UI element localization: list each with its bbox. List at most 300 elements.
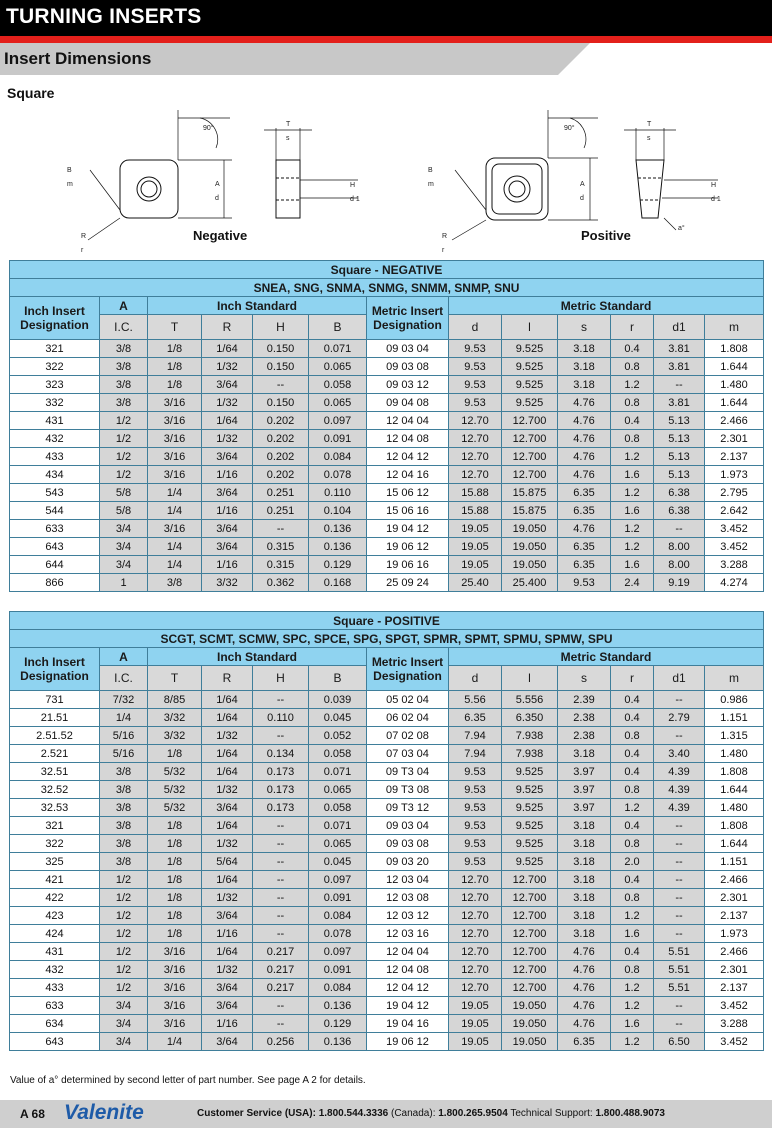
unit-H: H: [253, 666, 309, 691]
table-cell: 424: [10, 925, 100, 943]
table-cell: 0.251: [253, 484, 309, 502]
table-cell: 5/32: [148, 799, 202, 817]
table-cell: 2.79: [654, 709, 705, 727]
positive-table-subtitle: SCGT, SCMT, SCMW, SPC, SPCE, SPG, SPGT, SPMR, SPMT, SPMU, SPMW, SPU: [10, 630, 764, 648]
table-row: [10, 925, 764, 943]
table-cell: 19.050: [502, 1015, 558, 1033]
table-cell: 12.70: [449, 412, 502, 430]
table-cell: 0.217: [253, 979, 309, 997]
table-cell: 3.18: [558, 853, 611, 871]
table-cell: 1/16: [202, 466, 253, 484]
table-cell: 1.480: [705, 799, 764, 817]
table-cell: --: [654, 853, 705, 871]
table-cell: 1.2: [611, 448, 654, 466]
table-cell: 1.644: [705, 394, 764, 412]
table-cell: 3.452: [705, 997, 764, 1015]
table-cell: 2.466: [705, 412, 764, 430]
table-cell: 3.288: [705, 556, 764, 574]
table-cell: 432: [10, 430, 100, 448]
table-cell: 0.039: [309, 691, 367, 709]
unit-B: B: [309, 666, 367, 691]
table-cell: 0.8: [611, 889, 654, 907]
table-cell: 1/2: [100, 430, 148, 448]
table-cell: 1/64: [202, 412, 253, 430]
table-cell: 12 03 16: [367, 925, 449, 943]
service-label: Customer Service (USA):: [197, 1108, 316, 1119]
table-cell: 2.301: [705, 961, 764, 979]
table-cell: 0.045: [309, 709, 367, 727]
table-cell: 2.795: [705, 484, 764, 502]
table-cell: 3/64: [202, 376, 253, 394]
table-cell: 3.18: [558, 871, 611, 889]
table-cell: 1.2: [611, 979, 654, 997]
table-cell: 12.700: [502, 979, 558, 997]
table-row: [10, 502, 764, 520]
table-cell: 5/8: [100, 484, 148, 502]
table-cell: 5.51: [654, 979, 705, 997]
table-cell: 0.4: [611, 340, 654, 358]
table-cell: 25.400: [502, 574, 558, 592]
table-cell: 1/2: [100, 961, 148, 979]
table-cell: 12 04 04: [367, 943, 449, 961]
table-cell: 4.76: [558, 412, 611, 430]
table-cell: 3.81: [654, 340, 705, 358]
negative-table-title: Square - NEGATIVE: [10, 261, 764, 279]
table-cell: 4.76: [558, 430, 611, 448]
table-cell: 0.4: [611, 943, 654, 961]
table-cell: --: [654, 835, 705, 853]
table-cell: 12.700: [502, 412, 558, 430]
table-cell: 1/64: [202, 709, 253, 727]
table-cell: 0.045: [309, 853, 367, 871]
table-row: [10, 1015, 764, 1033]
table-cell: --: [253, 997, 309, 1015]
table-cell: 421: [10, 871, 100, 889]
neg-A-label: A: [215, 181, 220, 188]
table-cell: 3/8: [100, 799, 148, 817]
table-row: [10, 340, 764, 358]
table-cell: 19.050: [502, 520, 558, 538]
table-cell: 1/4: [148, 556, 202, 574]
table-cell: 3/4: [100, 1015, 148, 1033]
table-cell: 1/32: [202, 394, 253, 412]
table-cell: 19.05: [449, 538, 502, 556]
canada-label: (Canada):: [391, 1108, 436, 1119]
negative-table-subtitle: SNEA, SNG, SNMA, SNMG, SNMM, SNMP, SNU: [10, 279, 764, 297]
metric-designation-header: Metric Insert Designation: [367, 648, 449, 691]
table-cell: 9.525: [502, 781, 558, 799]
table-cell: 9.525: [502, 394, 558, 412]
neg-B-label: B: [67, 167, 72, 174]
table-cell: 0.071: [309, 763, 367, 781]
table-cell: 866: [10, 574, 100, 592]
pos-H-label: H: [711, 182, 717, 189]
contact-info: [197, 1108, 665, 1119]
table-cell: 323: [10, 376, 100, 394]
table-cell: 3.18: [558, 907, 611, 925]
table-cell: 09 T3 04: [367, 763, 449, 781]
table-cell: 1.151: [705, 709, 764, 727]
table-cell: 3.288: [705, 1015, 764, 1033]
pos-R-label: R: [442, 233, 448, 240]
unit-l: l: [502, 315, 558, 340]
table-cell: 1/32: [202, 889, 253, 907]
table-cell: 1.808: [705, 340, 764, 358]
table-cell: 1/4: [148, 502, 202, 520]
table-row: [10, 907, 764, 925]
table-cell: 2.137: [705, 907, 764, 925]
table-cell: 3/64: [202, 1033, 253, 1051]
table-cell: 12 03 08: [367, 889, 449, 907]
table-cell: 0.150: [253, 394, 309, 412]
neg-angle-label: 90°: [203, 125, 214, 132]
inch-designation-header: Inch Insert Designation: [10, 297, 100, 340]
table-cell: 0.078: [309, 466, 367, 484]
footnote: Value of a° determined by second letter of part number. See page A 2 for details.: [10, 1075, 366, 1086]
table-cell: 6.35: [558, 484, 611, 502]
table-cell: 7.94: [449, 727, 502, 745]
table-cell: 2.301: [705, 889, 764, 907]
table-cell: 09 03 04: [367, 817, 449, 835]
table-cell: 0.150: [253, 358, 309, 376]
table-cell: 4.39: [654, 799, 705, 817]
service-usa-number: 1.800.544.3336: [318, 1108, 389, 1119]
table-cell: 2.38: [558, 709, 611, 727]
table-cell: 1.6: [611, 502, 654, 520]
unit-l: l: [502, 666, 558, 691]
unit-d: d: [449, 315, 502, 340]
table-cell: 12.700: [502, 961, 558, 979]
table-cell: 19.050: [502, 997, 558, 1015]
A-header: A: [100, 648, 148, 666]
table-cell: 9.53: [449, 817, 502, 835]
table-cell: 0.052: [309, 727, 367, 745]
table-cell: 1/8: [148, 853, 202, 871]
table-cell: --: [654, 997, 705, 1015]
unit-B: B: [309, 315, 367, 340]
table-cell: 0.8: [611, 430, 654, 448]
pos-A-label: A: [580, 181, 585, 188]
table-cell: 5/32: [148, 763, 202, 781]
positive-side-view: [624, 128, 718, 230]
table-cell: 643: [10, 1033, 100, 1051]
table-cell: 6.38: [654, 502, 705, 520]
table-cell: 3.18: [558, 925, 611, 943]
metric-standard-header: Metric Standard: [449, 648, 764, 666]
insert-diagrams: [0, 100, 772, 258]
table-cell: 2.137: [705, 448, 764, 466]
table-cell: 3/64: [202, 997, 253, 1015]
table-cell: --: [654, 520, 705, 538]
table-cell: 644: [10, 556, 100, 574]
table-cell: 09 03 12: [367, 376, 449, 394]
table-cell: 12.700: [502, 466, 558, 484]
table-cell: 0.091: [309, 889, 367, 907]
table-cell: 543: [10, 484, 100, 502]
table-cell: 3/4: [100, 997, 148, 1015]
table-cell: 5.51: [654, 943, 705, 961]
table-cell: 0.084: [309, 907, 367, 925]
table-cell: 3/64: [202, 520, 253, 538]
table-cell: 544: [10, 502, 100, 520]
page-footer: [0, 1100, 772, 1128]
table-cell: 19.05: [449, 520, 502, 538]
table-cell: 0.986: [705, 691, 764, 709]
table-cell: 4.76: [558, 997, 611, 1015]
table-cell: 1.808: [705, 817, 764, 835]
positive-table-body: [10, 691, 764, 1051]
table-cell: 21.51: [10, 709, 100, 727]
table-cell: 3/64: [202, 484, 253, 502]
table-row: [10, 763, 764, 781]
table-cell: 0.091: [309, 961, 367, 979]
table-cell: 3.18: [558, 889, 611, 907]
table-cell: 3/4: [100, 556, 148, 574]
table-cell: 1.480: [705, 745, 764, 763]
table-cell: 1/32: [202, 358, 253, 376]
table-cell: 0.129: [309, 1015, 367, 1033]
table-cell: 1/16: [202, 502, 253, 520]
table-cell: 19.050: [502, 556, 558, 574]
unit-ic: I.C.: [100, 315, 148, 340]
table-cell: 4.76: [558, 448, 611, 466]
table-cell: 5.13: [654, 430, 705, 448]
table-cell: 3/16: [148, 997, 202, 1015]
table-cell: 1/32: [202, 430, 253, 448]
neg-R-label: R: [81, 233, 87, 240]
table-cell: 19 04 12: [367, 520, 449, 538]
section-title: Square: [7, 85, 55, 101]
table-cell: 0.4: [611, 817, 654, 835]
table-cell: 1/16: [202, 556, 253, 574]
table-cell: 0.8: [611, 961, 654, 979]
table-row: [10, 781, 764, 799]
table-cell: 3/16: [148, 394, 202, 412]
pos-s-label: s: [647, 135, 651, 142]
table-row: [10, 466, 764, 484]
table-row: [10, 997, 764, 1015]
table-cell: 1/2: [100, 448, 148, 466]
header-red-band: [0, 36, 772, 43]
table-cell: 12 03 12: [367, 907, 449, 925]
table-cell: 9.525: [502, 835, 558, 853]
negative-label: Negative: [193, 228, 248, 243]
table-cell: 5.13: [654, 412, 705, 430]
table-cell: 6.50: [654, 1033, 705, 1051]
table-cell: 3/8: [100, 394, 148, 412]
neg-H-label: H: [350, 182, 356, 189]
table-cell: 06 02 04: [367, 709, 449, 727]
table-cell: 19 06 16: [367, 556, 449, 574]
table-cell: 4.76: [558, 1015, 611, 1033]
table-cell: 3.97: [558, 799, 611, 817]
table-cell: 3.18: [558, 376, 611, 394]
metric-standard-header: Metric Standard: [449, 297, 764, 315]
table-cell: 2.38: [558, 727, 611, 745]
table-cell: 9.525: [502, 817, 558, 835]
table-cell: 0.202: [253, 466, 309, 484]
table-cell: 0.202: [253, 412, 309, 430]
table-cell: 0.065: [309, 358, 367, 376]
table-cell: 4.76: [558, 466, 611, 484]
table-row: [10, 394, 764, 412]
table-cell: 0.136: [309, 538, 367, 556]
table-cell: 2.4: [611, 574, 654, 592]
table-cell: 5.13: [654, 466, 705, 484]
table-cell: 3/8: [148, 574, 202, 592]
table-cell: 3.18: [558, 340, 611, 358]
table-cell: 1/4: [148, 484, 202, 502]
table-cell: 1.6: [611, 466, 654, 484]
table-row: [10, 835, 764, 853]
table-cell: 6.35: [558, 1033, 611, 1051]
table-cell: 9.19: [654, 574, 705, 592]
table-cell: 9.53: [449, 781, 502, 799]
table-cell: 3/8: [100, 781, 148, 799]
unit-s: s: [558, 315, 611, 340]
table-cell: 1/8: [148, 745, 202, 763]
table-cell: 0.071: [309, 340, 367, 358]
table-cell: 1/32: [202, 781, 253, 799]
table-cell: 3/4: [100, 538, 148, 556]
table-cell: 4.76: [558, 961, 611, 979]
table-cell: 1/8: [148, 358, 202, 376]
table-cell: 0.8: [611, 835, 654, 853]
table-cell: 0.168: [309, 574, 367, 592]
table-cell: 332: [10, 394, 100, 412]
table-cell: --: [253, 889, 309, 907]
table-cell: 0.136: [309, 1033, 367, 1051]
table-cell: 1/32: [202, 727, 253, 745]
table-cell: 8.00: [654, 538, 705, 556]
table-cell: 9.53: [449, 835, 502, 853]
table-cell: 12.700: [502, 448, 558, 466]
table-row: [10, 376, 764, 394]
table-cell: 433: [10, 448, 100, 466]
table-cell: 3/64: [202, 979, 253, 997]
table-cell: 12 03 04: [367, 871, 449, 889]
table-cell: --: [654, 889, 705, 907]
brand-logo: Valenite: [64, 1101, 144, 1124]
table-row: [10, 412, 764, 430]
table-cell: 3/32: [148, 727, 202, 745]
table-cell: 9.525: [502, 799, 558, 817]
table-cell: 32.51: [10, 763, 100, 781]
table-cell: 1/2: [100, 979, 148, 997]
table-cell: 0.097: [309, 943, 367, 961]
table-cell: 2.0: [611, 853, 654, 871]
table-cell: 1/2: [100, 412, 148, 430]
table-cell: 09 04 08: [367, 394, 449, 412]
table-cell: 09 T3 08: [367, 781, 449, 799]
table-cell: 1.2: [611, 376, 654, 394]
table-cell: 1.6: [611, 925, 654, 943]
table-cell: 1: [100, 574, 148, 592]
table-cell: 9.53: [449, 394, 502, 412]
table-cell: 3/16: [148, 961, 202, 979]
table-row: [10, 484, 764, 502]
table-cell: --: [253, 853, 309, 871]
pos-B-label: B: [428, 167, 433, 174]
table-cell: 15 06 16: [367, 502, 449, 520]
table-cell: 3.452: [705, 538, 764, 556]
table-cell: 3/4: [100, 520, 148, 538]
table-cell: --: [654, 907, 705, 925]
table-cell: 09 T3 12: [367, 799, 449, 817]
table-cell: 3/32: [202, 574, 253, 592]
page-header: [0, 0, 772, 36]
table-cell: 3.18: [558, 835, 611, 853]
table-cell: 7.94: [449, 745, 502, 763]
table-cell: 1/64: [202, 691, 253, 709]
table-cell: 3/8: [100, 817, 148, 835]
table-cell: 15.88: [449, 484, 502, 502]
table-cell: 431: [10, 943, 100, 961]
table-cell: 3.81: [654, 394, 705, 412]
metric-designation-header: Metric Insert Designation: [367, 297, 449, 340]
table-cell: 1.480: [705, 376, 764, 394]
table-cell: --: [654, 691, 705, 709]
table-cell: 0.134: [253, 745, 309, 763]
table-cell: 9.525: [502, 340, 558, 358]
table-cell: 1.644: [705, 781, 764, 799]
table-row: [10, 691, 764, 709]
table-cell: 5/8: [100, 502, 148, 520]
table-cell: 1.973: [705, 925, 764, 943]
table-cell: 12 04 12: [367, 979, 449, 997]
table-cell: 5.51: [654, 961, 705, 979]
table-cell: 2.466: [705, 943, 764, 961]
table-cell: 3/64: [202, 448, 253, 466]
table-cell: 3/16: [148, 430, 202, 448]
table-row: [10, 358, 764, 376]
table-cell: 12 04 16: [367, 466, 449, 484]
table-cell: 3/16: [148, 448, 202, 466]
unit-ic: I.C.: [100, 666, 148, 691]
table-cell: 9.525: [502, 376, 558, 394]
table-cell: 3/32: [148, 709, 202, 727]
table-cell: 0.251: [253, 502, 309, 520]
pos-d1-label: d 1: [711, 196, 721, 203]
table-cell: 1/64: [202, 871, 253, 889]
table-cell: 1.2: [611, 484, 654, 502]
pos-d-label: d: [580, 195, 584, 202]
table-cell: 1.808: [705, 763, 764, 781]
table-cell: 5.556: [502, 691, 558, 709]
table-cell: 0.110: [309, 484, 367, 502]
table-cell: 1/64: [202, 943, 253, 961]
table-cell: --: [253, 1015, 309, 1033]
table-cell: 0.065: [309, 781, 367, 799]
table-cell: 0.104: [309, 502, 367, 520]
table-cell: 1/2: [100, 871, 148, 889]
table-cell: 15.88: [449, 502, 502, 520]
table-cell: --: [253, 925, 309, 943]
table-cell: 1/2: [100, 466, 148, 484]
table-cell: 9.53: [449, 358, 502, 376]
table-row: [10, 556, 764, 574]
table-cell: 3/64: [202, 799, 253, 817]
neg-d1-label: d 1: [350, 196, 360, 203]
table-cell: 6.35: [558, 556, 611, 574]
table-cell: 0.8: [611, 727, 654, 745]
table-cell: 3/16: [148, 943, 202, 961]
table-cell: 0.097: [309, 871, 367, 889]
unit-T: T: [148, 666, 202, 691]
table-cell: 633: [10, 997, 100, 1015]
table-cell: 05 02 04: [367, 691, 449, 709]
table-cell: --: [654, 871, 705, 889]
